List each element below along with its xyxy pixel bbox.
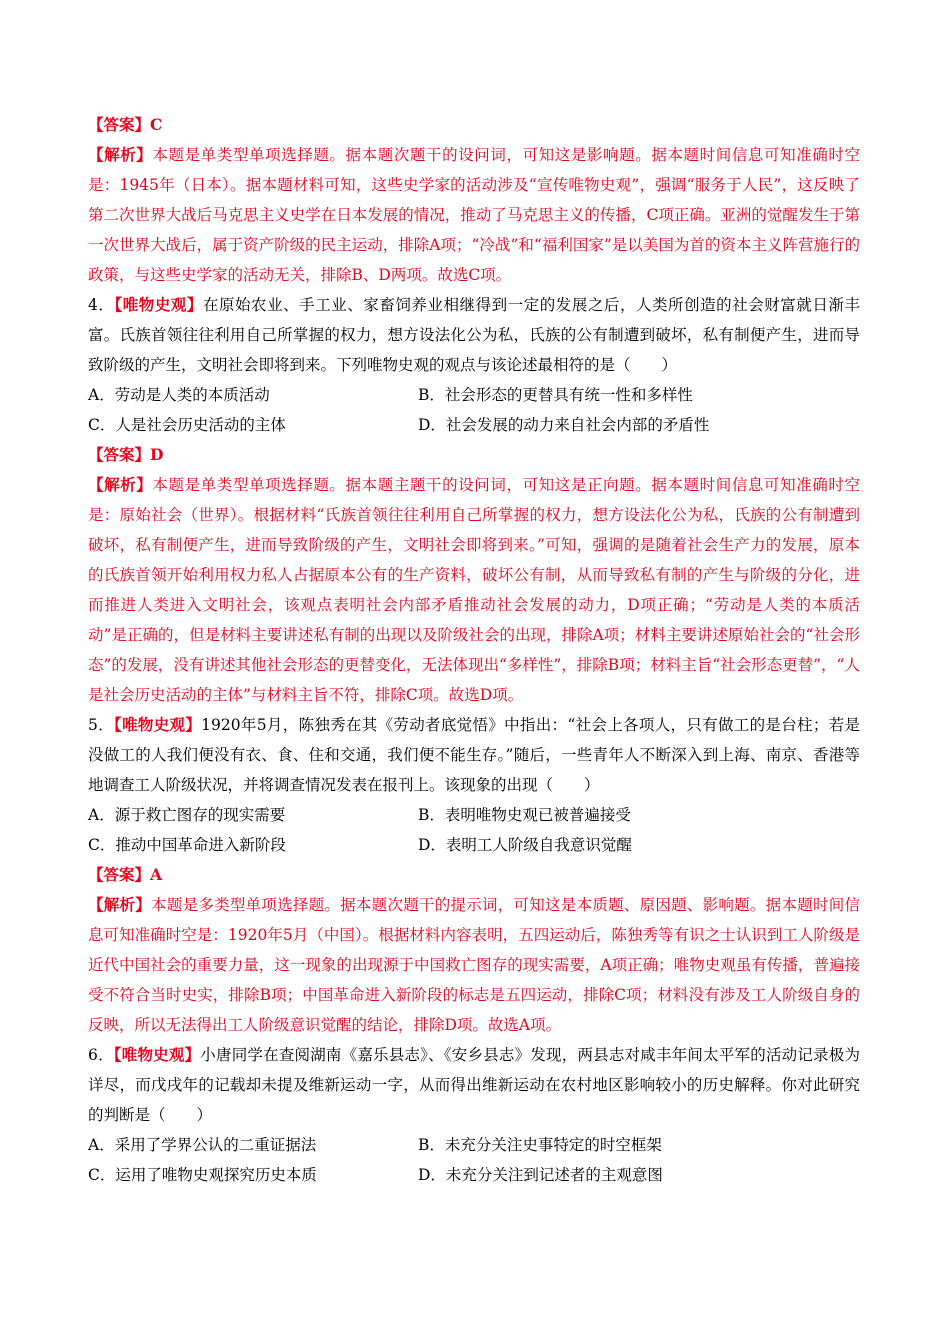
q5-options-row-2 <box>88 830 860 860</box>
q5-analysis <box>88 890 860 1040</box>
option-d: D．表明工人阶级自我意识觉醒 <box>418 836 632 854</box>
option-c: C．推动中国革命进入新阶段 <box>88 836 286 854</box>
option-c: C．运用了唯物史观探究历史本质 <box>88 1166 317 1184</box>
option-a: A．源于救亡图存的现实需要 <box>88 806 286 824</box>
option-b: B．表明唯物史观已被普遍接受 <box>418 806 631 824</box>
q3-answer <box>88 110 860 140</box>
answer-value: A <box>150 865 163 884</box>
page-content <box>88 108 860 1190</box>
question-6 <box>88 1040 860 1130</box>
question-number: 4． <box>88 296 115 314</box>
q4-options-row-1 <box>88 380 860 410</box>
q4-analysis <box>88 470 860 710</box>
answer-value: D <box>150 445 164 464</box>
answer-label: 【答案】 <box>88 865 151 884</box>
question-stem: 小唐同学在查阅湖南《嘉乐县志》、《安乡县志》发现，两县志对咸丰年间太平军的活动记录极为详尽，而戊戌年的记载却未提及维新运动一字，从而得出维新运动在农村地区影响较小的历史解释。你对此研究的判断是（ ） <box>88 1046 860 1124</box>
option-b: B．未充分关注史事特定的时空框架 <box>418 1136 662 1154</box>
question-tag: 【唯物史观】 <box>114 295 203 314</box>
question-tag: 【唯物史观】 <box>113 1045 201 1064</box>
q5-answer <box>88 860 860 890</box>
question-5 <box>88 710 860 800</box>
q3-analysis <box>88 140 860 290</box>
question-number: 5． <box>88 716 114 734</box>
q6-options-row-2 <box>88 1160 860 1190</box>
analysis-label: 【解析】 <box>88 895 152 914</box>
option-a: A．劳动是人类的本质活动 <box>88 386 270 404</box>
question-stem: 1920年5月，陈独秀在其《劳动者底觉悟》中指出：“社会上各项人，只有做工的是台柱；若是没做工的人我们便没有衣、食、住和交通，我们便不能生存。”随后，一些青年人不断深入到上海、南京、香港等地调查工人阶级状况，并将调查情况发表在报刊上。该现象的出现（ ） <box>88 716 860 794</box>
question-tag: 【唯物史观】 <box>114 715 202 734</box>
question-4 <box>88 290 860 380</box>
q4-options-row-2 <box>88 410 860 440</box>
question-number: 6． <box>88 1046 114 1064</box>
option-d: D．未充分关注到记述者的主观意图 <box>418 1166 663 1184</box>
answer-label: 【答案】 <box>88 115 151 134</box>
option-c: C．人是社会历史活动的主体 <box>88 416 286 434</box>
analysis-label: 【解析】 <box>88 475 153 494</box>
option-b: B．社会形态的更替具有统一性和多样性 <box>418 386 693 404</box>
question-stem: 在原始农业、手工业、家畜饲养业相继得到一定的发展之后，人类所创造的社会财富就日渐丰富。氏族首领往往利用自己所掌握的权力，想方设法化公为私，氏族的公有制遭到破坏，私有制便产生，进而导致阶级的产生，文明社会即将到来。下列唯物史观的观点与该论述最相符的是（ ） <box>88 296 860 374</box>
option-d: D．社会发展的动力来自社会内部的矛盾性 <box>418 416 710 434</box>
analysis-text: 本题是多类型单项选择题。据本题次题干的提示词，可知这是本质题、原因题、影响题。据本题时间信息可知准确时空是：1920年5月（中国）。根据材料内容表明，五四运动后，陈独秀等有识之士认识到工人阶级是近代中国社会的重要力量，这一现象的出现源于中国救亡图存的现实需要，A项正确；唯物史观虽有传播，普遍接受不符合当时史实，排除B项；中国革命进入新阶段的标志是五四运动，排除C项；材料没有涉及工人阶级自身的反映，所以无法得出工人阶级意识觉醒的结论，排除D项。故选A项。 <box>88 896 860 1034</box>
answer-label: 【答案】 <box>88 445 151 464</box>
q6-options-row-1 <box>88 1130 860 1160</box>
q4-answer <box>88 440 860 470</box>
analysis-text: 本题是单类型单项选择题。据本题主题干的设问词，可知这是正向题。据本题时间信息可知准确时空是：原始社会（世界）。根据材料“氏族首领往往利用自己所掌握的权力，想方设法化公为私，氏族的公有制遭到破坏，私有制便产生，进而导致阶级的产生，文明社会即将到来。”可知，强调的是随着社会生产力的发展，原本的氏族首领开始利用权力私人占据原本公有的生产资料，破坏公有制，从而导致私有制的产生与阶级的分化，进而推进人类进入文明社会，该观点表明社会内部矛盾推动社会发展的动力，D项正确；“劳动是人类的本质活动”是正确的，但是材料主要讲述私有制的出现以及阶级社会的出现，排除A项；材料主要讲述原始社会的“社会形态”的发展，没有讲述其他社会形态的更替变化，无法体现出“多样性”，排除B项；材料主旨“社会形态更替”，“人是社会历史活动的主体”与材料主旨不符，排除C项。故选D项。 <box>88 476 860 704</box>
q5-options-row-1 <box>88 800 860 830</box>
analysis-text: 本题是单类型单项选择题。据本题次题干的设问词，可知这是影响题。据本题时间信息可知准确时空是：1945年（日本）。据本题材料可知，这些史学家的活动涉及“宣传唯物史观”，强调“服务于人民”，这反映了第二次世界大战后马克思主义史学在日本发展的情况，推动了马克思主义的传播，C项正确。亚洲的觉醒发生于第一次世界大战后，属于资产阶级的民主运动，排除A项；“冷战”和“福利国家”是以美国为首的资本主义阵营施行的政策，与这些史学家的活动无关，排除B、D两项。故选C项。 <box>88 146 860 284</box>
option-a: A．采用了学界公认的二重证据法 <box>88 1136 317 1154</box>
answer-value: C <box>150 115 163 134</box>
analysis-label: 【解析】 <box>88 145 153 164</box>
